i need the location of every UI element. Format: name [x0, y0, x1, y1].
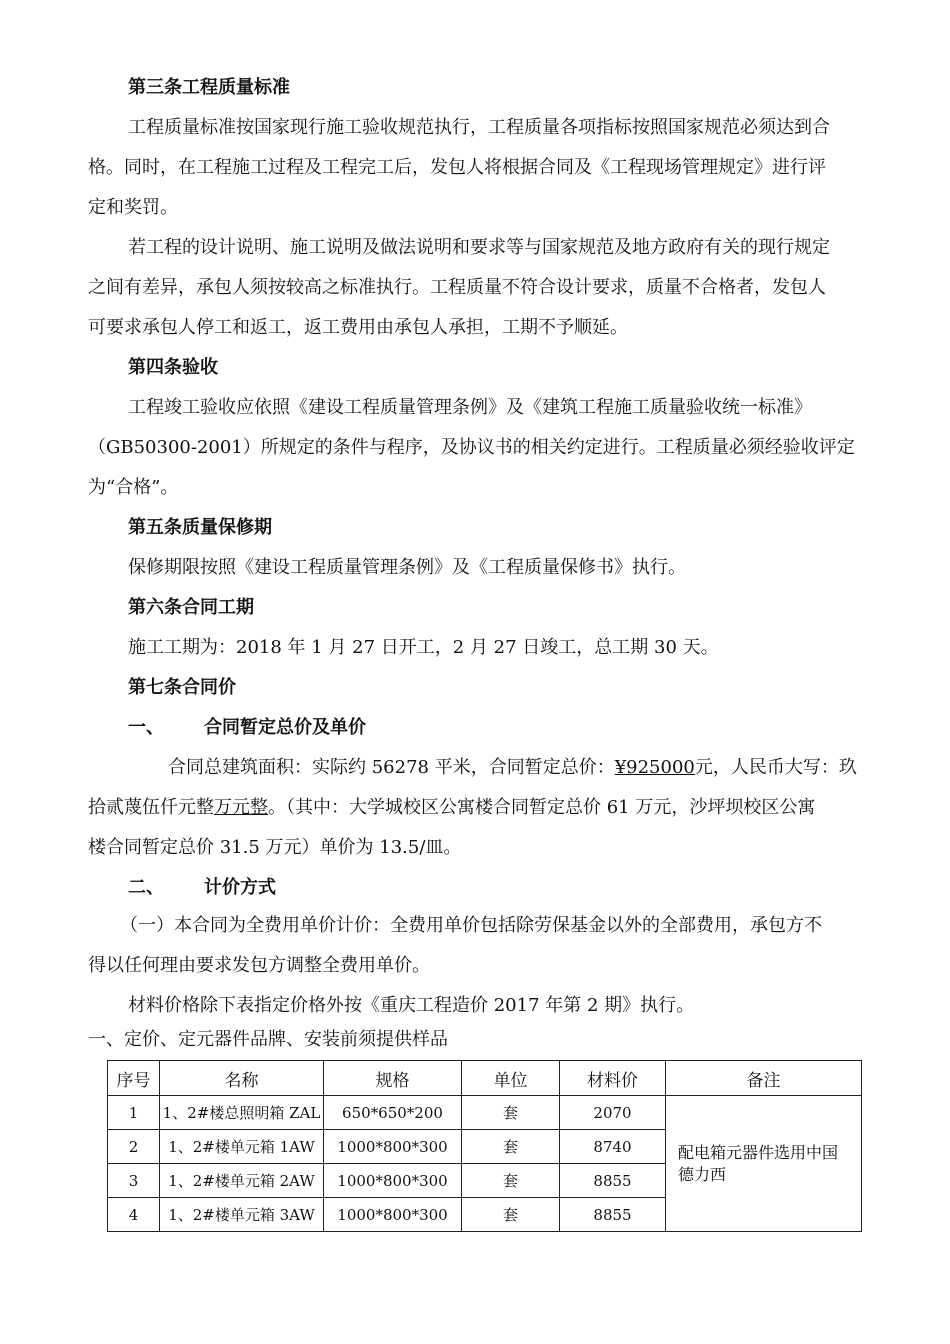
row-unit: 套: [462, 1164, 560, 1198]
pricing-paragraph-line-1: （一）本合同为全费用单价计价：全费用单价包括除劳保基金以外的全部费用，承包方不: [120, 915, 822, 936]
article-4-paragraph-line-1: 工程竣工验收应依照《建设工程质量管理条例》及《建筑工程施工质量验收统一标准》: [128, 397, 812, 418]
row-unit: 套: [462, 1096, 560, 1130]
table-row: [108, 1096, 862, 1130]
rmb-capital-unit: 万元整: [214, 797, 268, 818]
total-price-amount: ¥925000: [614, 757, 695, 778]
row-unit: 套: [462, 1198, 560, 1232]
material-price-table: [107, 1060, 862, 1232]
campus-breakdown-text: 。（其中：大学城校区公寓楼合同暂定总价 61 万元，沙坪坝校区公寓: [268, 797, 816, 818]
row-spec: 650*650*200: [324, 1096, 462, 1130]
article-5-paragraph: 保修期限按照《建设工程质量管理条例》及《工程质量保修书》执行。: [128, 557, 686, 578]
row-spec: 1000*800*300: [324, 1164, 462, 1198]
header-spec: 规格: [324, 1061, 462, 1096]
contract-price-line-2: [88, 796, 815, 820]
subsection-2-title: 计价方式: [204, 877, 276, 898]
row-price: 8855: [560, 1164, 666, 1198]
subsection-2-number: 二、: [128, 877, 164, 898]
article-6-title: 第六条合同工期: [128, 597, 254, 618]
article-7-title: 第七条合同价: [128, 677, 236, 698]
article-3-paragraph-2-line-2: 之间有差异，承包人须按较高之标准执行。工程质量不符合设计要求，质量不合格者，发包人: [88, 277, 826, 298]
article-3-paragraph-1-line-2: 格。同时，在工程施工过程及工程完工后，发包人将根据合同及《工程现场管理规定》进行评: [88, 157, 826, 178]
article-4-paragraph-line-3: 为“合格”。: [88, 477, 179, 498]
row-name: 1、2#楼单元箱 1AW: [160, 1130, 324, 1164]
row-price: 8740: [560, 1130, 666, 1164]
pricing-paragraph-line-2: 得以任何理由要求发包方调整全费用单价。: [88, 955, 430, 976]
subsection-1-title: 合同暂定总价及单价: [204, 717, 366, 738]
article-3-paragraph-1-line-1: 工程质量标准按国家现行施工验收规范执行，工程质量各项指标按照国家规范必须达到合: [128, 117, 830, 138]
row-name: 1、2#楼单元箱 2AW: [160, 1164, 324, 1198]
row-index: 4: [108, 1198, 160, 1232]
row-index: 3: [108, 1164, 160, 1198]
header-remark: 备注: [666, 1061, 862, 1096]
header-unit: 单位: [462, 1061, 560, 1096]
header-material-price: 材料价: [560, 1061, 666, 1096]
row-name: 1、2#楼总照明箱 ZAL: [160, 1096, 324, 1130]
article-4-title: 第四条验收: [128, 357, 218, 378]
article-3-paragraph-1-line-3: 定和奖罚。: [88, 197, 178, 218]
header-index: 序号: [108, 1061, 160, 1096]
article-5-title: 第五条质量保修期: [128, 517, 272, 538]
material-price-note: 材料价格除下表指定价格外按《重庆工程造价 2017 年第 2 期》执行。: [128, 995, 695, 1016]
article-4-paragraph-line-2: （GB50300-2001）所规定的条件与程序，及协议书的相关约定进行。工程质量必须经验收评定: [88, 437, 855, 458]
table-header-row: [108, 1061, 862, 1096]
article-6-paragraph: 施工工期为：2018 年 1 月 27 日开工，2 月 27 日竣工，总工期 30 天。: [128, 637, 719, 658]
area-and-total-text: 合同总建筑面积：实际约 56278 平米，合同暂定总价：: [168, 757, 615, 778]
rmb-capital-label: 元，人民币大写：玖: [694, 757, 857, 778]
article-3-paragraph-2-line-1: 若工程的设计说明、施工说明及做法说明和要求等与国家规范及地方政府有关的现行规定: [128, 237, 830, 258]
rmb-capital-amount: 拾贰蔑伍仟元整: [88, 797, 214, 818]
row-spec: 1000*800*300: [324, 1198, 462, 1232]
header-name: 名称: [160, 1061, 324, 1096]
subsection-1-number: 一、: [128, 717, 164, 738]
row-index: 2: [108, 1130, 160, 1164]
article-3-paragraph-2-line-3: 可要求承包人停工和返工，返工费用由承包人承担，工期不予顺延。: [88, 317, 628, 338]
row-index: 1: [108, 1096, 160, 1130]
table-intro: 一、定价、定元器件品牌、安装前须提供样品: [88, 1029, 448, 1050]
contract-price-line-3: 楼合同暂定总价 31.5 万元）单价为 13.5/皿。: [88, 837, 462, 858]
remark-cell: 配电箱元器件选用中国德力西: [666, 1096, 862, 1232]
row-unit: 套: [462, 1130, 560, 1164]
contract-price-line-1: [168, 756, 857, 780]
row-name: 1、2#楼单元箱 3AW: [160, 1198, 324, 1232]
row-price: 8855: [560, 1198, 666, 1232]
row-spec: 1000*800*300: [324, 1130, 462, 1164]
row-price: 2070: [560, 1096, 666, 1130]
article-3-title: 第三条工程质量标准: [128, 77, 290, 98]
